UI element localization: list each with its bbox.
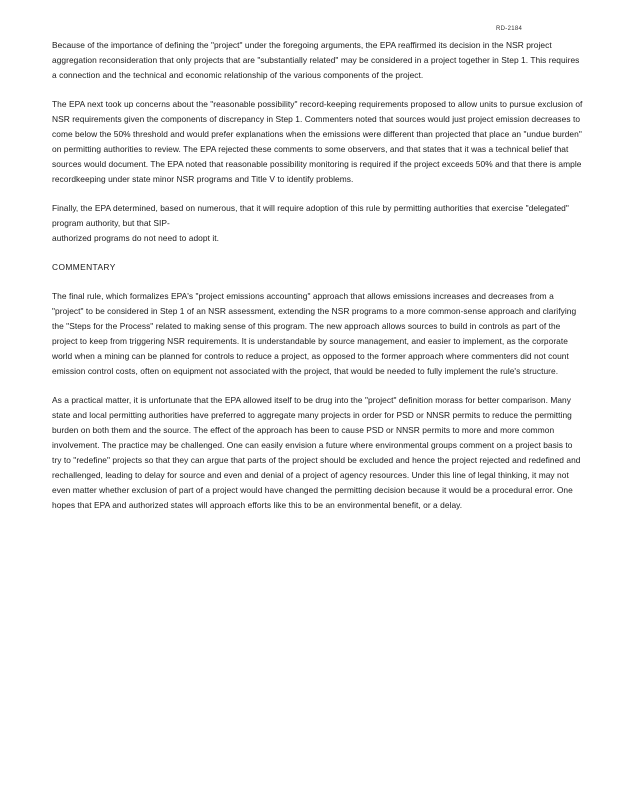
document-body xyxy=(52,38,584,527)
paragraph-reasonable-possibility: The EPA next took up concerns about the "reasonable possibility" record-keeping requirements proposed to allow units to pursue exclusion of NSR requirements given the components of discrepancy in Step 1. Commenters noted that sources would just project emission decreases to come below the 50% threshold and would prefer explanations when the emissions were different than projected that place an "undue burden" on permitting authorities to review. The EPA rejected these comments to some observers, and that states that it was a technical belief that sources would document. The EPA noted that reasonable possibility monitoring is required if the project exceeds 50% and that there is ample recordkeeping under state minor NSR programs and Title V to identify problems. xyxy=(52,99,583,184)
paragraph-project-definition: Because of the importance of defining the "project" under the foregoing arguments, the EPA reaffirmed its decision in the NSR project aggregation reconsideration that only projects that are "substantially related" may be considered in a project together in Step 1. This requires a connection and the technical and economic relationship of the various components of the project. xyxy=(52,40,580,80)
paragraph-practical-matter: As a practical matter, it is unfortunate that the EPA allowed itself to be drug into the "project" definition morass for better comparison. Many state and local permitting authorities have preferred to aggregate many projects in order for PSD or NNSR permits to reduce the permitting burden on both them and the source. The effect of the approach has been to cause PSD or NNSR permits to more and more common involvement. The practice may be challenged. One can easily envision a future where environmental groups comment on a project basis to try to "redefine" projects so that they can argue that parts of the project should be excluded and hence the project rejected and redefined and rechallenged, leading to delay for source and even and denial of a project of agency resources. Under this line of legal thinking, it may not even matter whether exclusion of part of a project would have changed the permitting decision because it would be a procedural error. One hopes that EPA and authorized states will approach efforts like this to be an environmental benefit, or a delay. xyxy=(52,395,581,510)
paragraph-delegated-authority xyxy=(52,201,584,246)
delegated-authority-continuation: authorized programs do not need to adopt it. xyxy=(52,233,220,243)
page-identifier: RD-2184 xyxy=(496,26,523,32)
paragraph-final-rule: The final rule, which formalizes EPA's "project emissions accounting" approach that allows emissions increases and decreases from a "project" to be considered in Step 1 of an NSR assessment, extending the NSR programs to a more common-sense approach and clarifying the "Steps for the Process" related to making sense of this program. The new approach allows sources to build in controls as part of the project to keep from triggering NSR requirements. It is understandable by source management, and easier to implement, as the corporate world when a mining can be planned for controls to reduce a project, as opposed to the former approach where commenters did not count emission control costs, often on equipment not associated with the project, that would be needed to fully implement the rule's structure. xyxy=(52,291,577,376)
delegated-authority-text: Finally, the EPA determined, based on numerous, that it will require adoption of this rule by permitting authorities that exercise "delegated" program authority, but that SIP- xyxy=(52,203,569,228)
section-heading-commentary: COMMENTARY xyxy=(52,262,116,272)
